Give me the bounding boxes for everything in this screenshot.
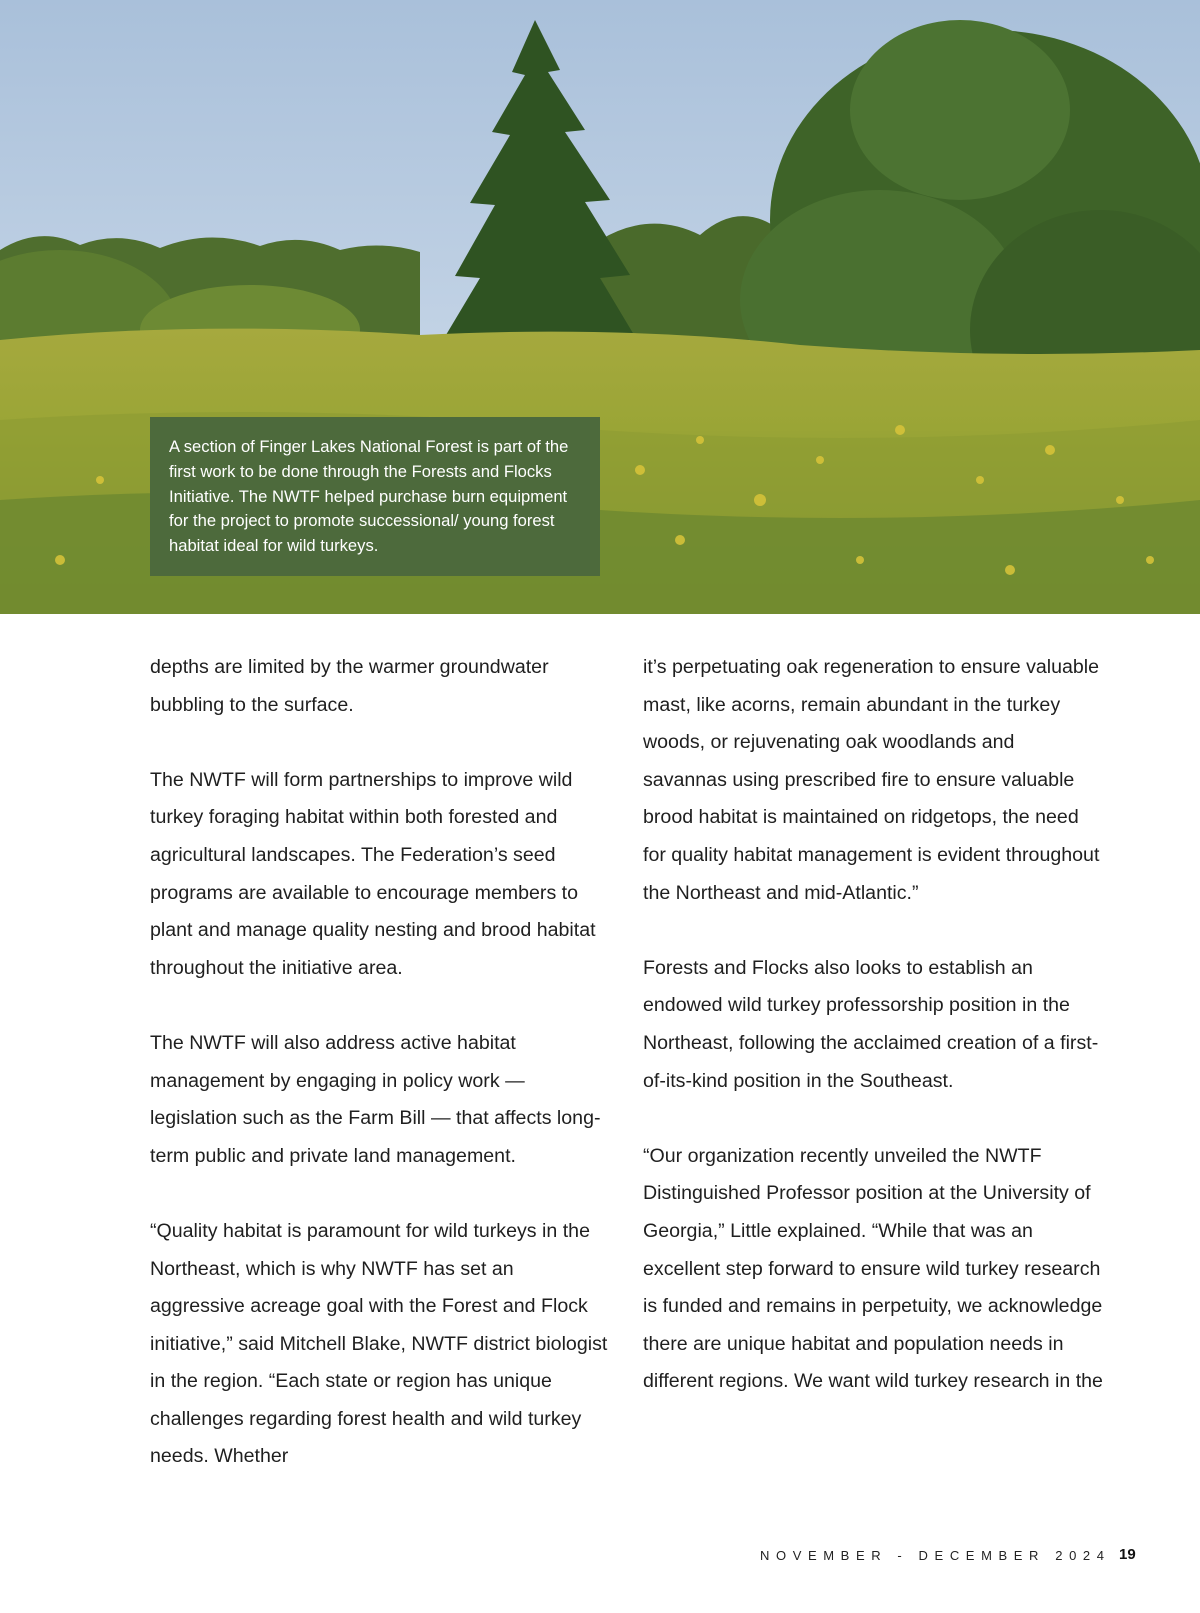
issue-date: NOVEMBER - DECEMBER 2024 xyxy=(760,1548,1111,1563)
paragraph: The NWTF will form partnerships to improve wild turkey foraging habitat within both forested and agricultural landscapes. The Federation’s seed programs are available to encourage members to plant and manage quality nesting and brood habitat throughout the initiative area. xyxy=(150,768,596,979)
article-left-column xyxy=(150,649,610,1476)
paragraph: it’s perpetuating oak regeneration to ensure valuable mast, like acorns, remain abundant in the turkey woods, or rejuvenating oak woodlands and savannas using prescribed fire to ensure valuable brood habitat is maintained on ridgetops, the need for quality habitat management is evident throughout the Northeast and mid-Atlantic.” xyxy=(643,656,1100,904)
hero-photo xyxy=(0,0,1200,614)
page-number: 19 xyxy=(1119,1546,1136,1563)
photo-caption: A section of Finger Lakes National Forest is part of the first work to be done through the Forests and Flocks Initiative. The NWTF helped purchase burn equipment for the project to promote successional/ young forest habitat ideal for wild turkeys. xyxy=(150,417,600,576)
paragraph: Forests and Flocks also looks to establish an endowed wild turkey professorship position in the Northeast, following the acclaimed creation of a first-of-its-kind position in the Southeast. xyxy=(643,956,1099,1092)
paragraph: The NWTF will also address active habitat management by engaging in policy work — legislation such as the Farm Bill — that affects long-term public and private land management. xyxy=(150,1031,601,1167)
paragraph: “Quality habitat is paramount for wild turkeys in the Northeast, which is why NWTF has set an aggressive acreage goal with the Forest and Flock initiative,” said Mitchell Blake, NWTF district biologist in the region. “Each state or region has unique challenges regarding forest health and wild turkey needs. Whether xyxy=(150,1219,608,1468)
paragraph: “Our organization recently unveiled the NWTF Distinguished Professor position at the University of Georgia,” Little explained. “While that was an excellent step forward to ensure wild turkey research is funded and remains in perpetuity, we acknowledge there are unique habitat and population needs in different regions. We want wild turkey research in the xyxy=(643,1144,1103,1393)
paragraph: depths are limited by the warmer groundwater bubbling to the surface. xyxy=(150,656,549,716)
article-right-column xyxy=(643,649,1103,1401)
